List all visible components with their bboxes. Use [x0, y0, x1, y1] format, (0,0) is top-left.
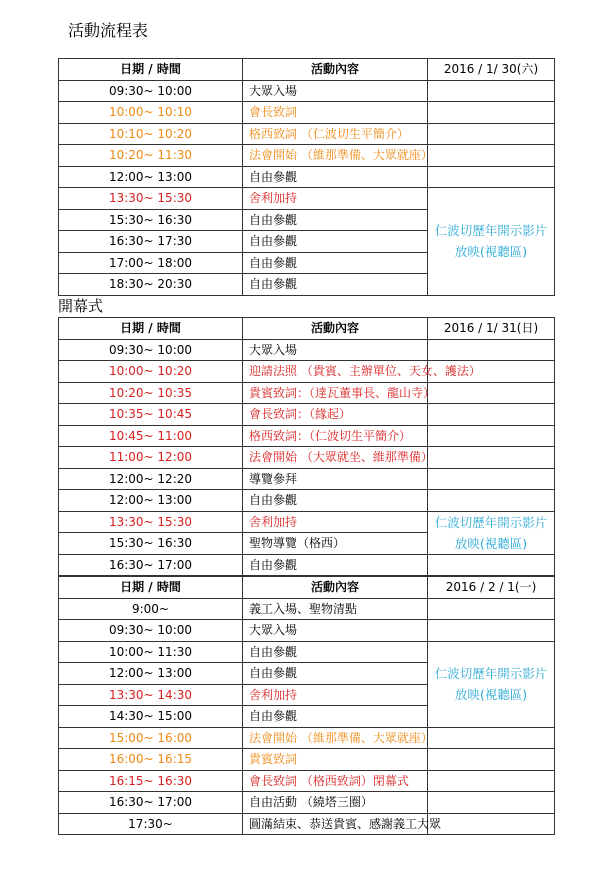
empty-cell: [428, 792, 555, 814]
row-time: 17:30~: [59, 813, 243, 835]
table-row: [59, 770, 555, 792]
empty-cell: [428, 123, 555, 145]
row-time: 12:00~ 13:00: [59, 490, 243, 512]
table-row: [59, 554, 555, 576]
row-activity: 自由參觀: [243, 663, 428, 685]
row-activity: 自由參觀: [243, 209, 428, 231]
header-date: 2016 / 1/ 30(六): [428, 59, 555, 81]
empty-cell: [428, 339, 555, 361]
video-note: 仁波切歷年開示影片放映(視聽區): [428, 188, 555, 296]
row-time: 10:00~ 10:20: [59, 361, 243, 383]
header-activity: 活動內容: [243, 577, 428, 599]
row-time: 10:10~ 10:20: [59, 123, 243, 145]
table-row: [59, 145, 555, 167]
row-activity: 大眾入場: [243, 620, 428, 642]
row-time: 09:30~ 10:00: [59, 80, 243, 102]
table-row: [59, 80, 555, 102]
empty-cell: [428, 447, 555, 469]
table-row: [59, 102, 555, 124]
row-time: 9:00~: [59, 598, 243, 620]
row-time: 16:15~ 16:30: [59, 770, 243, 792]
row-time: 16:00~ 16:15: [59, 749, 243, 771]
row-activity: 自由活動 （繞塔三圈）: [243, 792, 428, 814]
row-activity: 大眾入場: [243, 339, 428, 361]
row-activity: 大眾入場: [243, 80, 428, 102]
table-row: [59, 404, 555, 426]
table-row: [59, 511, 555, 533]
table-row: [59, 447, 555, 469]
row-time: 10:45~ 11:00: [59, 425, 243, 447]
table-row: [59, 813, 555, 835]
row-activity: 自由參觀: [243, 252, 428, 274]
row-activity: 自由參觀: [243, 706, 428, 728]
schedule-table-day2: [58, 317, 555, 576]
empty-cell: [428, 813, 555, 835]
row-activity: 會長致詞: [243, 102, 428, 124]
page-title: 活動流程表: [68, 21, 149, 40]
table-row: [59, 620, 555, 642]
row-activity: 格西致詞 （仁波切生平簡介）: [243, 123, 428, 145]
row-time: 14:30~ 15:00: [59, 706, 243, 728]
row-activity: 貴賓致詞：（達瓦董事長、龍山寺）: [243, 382, 428, 404]
row-activity: 聖物導覽（格西）: [243, 533, 428, 555]
row-activity: 義工入場、聖物清點: [243, 598, 428, 620]
table-row: [59, 339, 555, 361]
row-activity: 會長致詞：（緣起）: [243, 404, 428, 426]
empty-cell: [428, 749, 555, 771]
empty-cell: [428, 425, 555, 447]
header-time: 日期 / 時間: [59, 577, 243, 599]
header-date: 2016 / 1/ 31(日): [428, 318, 555, 340]
video-note: 仁波切歷年開示影片放映(視聽區): [428, 511, 555, 554]
schedule-table-day1: [58, 58, 555, 296]
table-row: [59, 792, 555, 814]
row-activity: 迎請法照 （貴賓、主辦單位、天女、護法）: [243, 361, 428, 383]
header-row: [59, 59, 555, 81]
row-time: 10:35~ 10:45: [59, 404, 243, 426]
row-time: 16:30~ 17:30: [59, 231, 243, 253]
empty-cell: [428, 598, 555, 620]
header-date: 2016 / 2 / 1(一): [428, 577, 555, 599]
empty-cell: [428, 102, 555, 124]
row-time: 09:30~ 10:00: [59, 339, 243, 361]
row-activity: 圓滿結束、恭送貴賓、感謝義工大眾: [243, 813, 428, 835]
row-time: 17:00~ 18:00: [59, 252, 243, 274]
empty-cell: [428, 490, 555, 512]
table-row: [59, 490, 555, 512]
row-activity: 自由參觀: [243, 274, 428, 296]
header-row: [59, 577, 555, 599]
row-time: 11:00~ 12:00: [59, 447, 243, 469]
row-time: 10:20~ 10:35: [59, 382, 243, 404]
header-activity: 活動內容: [243, 59, 428, 81]
row-time: 10:20~ 11:30: [59, 145, 243, 167]
row-activity: 導覽參拜: [243, 468, 428, 490]
schedule-table-day3: [58, 576, 555, 835]
row-activity: 自由參觀: [243, 641, 428, 663]
table-row: [59, 188, 555, 210]
video-note: 仁波切歷年開示影片放映(視聽區): [428, 641, 555, 727]
header-time: 日期 / 時間: [59, 59, 243, 81]
empty-cell: [428, 727, 555, 749]
empty-cell: [428, 554, 555, 576]
table-row: [59, 166, 555, 188]
table-row: [59, 468, 555, 490]
row-time: 18:30~ 20:30: [59, 274, 243, 296]
row-activity: 法會開始 （大眾就坐、維那準備）: [243, 447, 428, 469]
row-activity: 舍利加持: [243, 188, 428, 210]
row-activity: 法會開始 （維那準備、大眾就座）: [243, 145, 428, 167]
section-label-opening: 開幕式: [58, 297, 104, 315]
row-time: 15:30~ 16:30: [59, 533, 243, 555]
header-activity: 活動內容: [243, 318, 428, 340]
table-row: [59, 641, 555, 663]
table-row: [59, 382, 555, 404]
row-time: 13:30~ 15:30: [59, 511, 243, 533]
row-time: 12:00~ 12:20: [59, 468, 243, 490]
empty-cell: [428, 166, 555, 188]
empty-cell: [428, 404, 555, 426]
empty-cell: [428, 468, 555, 490]
row-time: 16:30~ 17:00: [59, 554, 243, 576]
row-time: 15:00~ 16:00: [59, 727, 243, 749]
row-activity: 舍利加持: [243, 511, 428, 533]
row-activity: 舍利加持: [243, 684, 428, 706]
table-row: [59, 425, 555, 447]
row-time: 10:00~ 11:30: [59, 641, 243, 663]
row-activity: 格西致詞：（仁波切生平簡介）: [243, 425, 428, 447]
table-row: [59, 598, 555, 620]
table-row: [59, 727, 555, 749]
empty-cell: [428, 80, 555, 102]
row-activity: 自由參觀: [243, 554, 428, 576]
table-row: [59, 749, 555, 771]
row-activity: 自由參觀: [243, 231, 428, 253]
row-time: 16:30~ 17:00: [59, 792, 243, 814]
row-time: 12:00~ 13:00: [59, 166, 243, 188]
empty-cell: [428, 382, 555, 404]
row-activity: 會長致詞 （格西致詞）閉幕式: [243, 770, 428, 792]
row-time: 13:30~ 15:30: [59, 188, 243, 210]
empty-cell: [428, 770, 555, 792]
row-time: 13:30~ 14:30: [59, 684, 243, 706]
row-activity: 自由參觀: [243, 166, 428, 188]
row-time: 09:30~ 10:00: [59, 620, 243, 642]
row-activity: 法會開始 （維那準備、大眾就座）: [243, 727, 428, 749]
empty-cell: [428, 145, 555, 167]
header-time: 日期 / 時間: [59, 318, 243, 340]
row-activity: 自由參觀: [243, 490, 428, 512]
row-time: 10:00~ 10:10: [59, 102, 243, 124]
row-activity: 貴賓致詞: [243, 749, 428, 771]
row-time: 12:00~ 13:00: [59, 663, 243, 685]
table-row: [59, 123, 555, 145]
row-time: 15:30~ 16:30: [59, 209, 243, 231]
header-row: [59, 318, 555, 340]
table-row: [59, 361, 555, 383]
empty-cell: [428, 620, 555, 642]
